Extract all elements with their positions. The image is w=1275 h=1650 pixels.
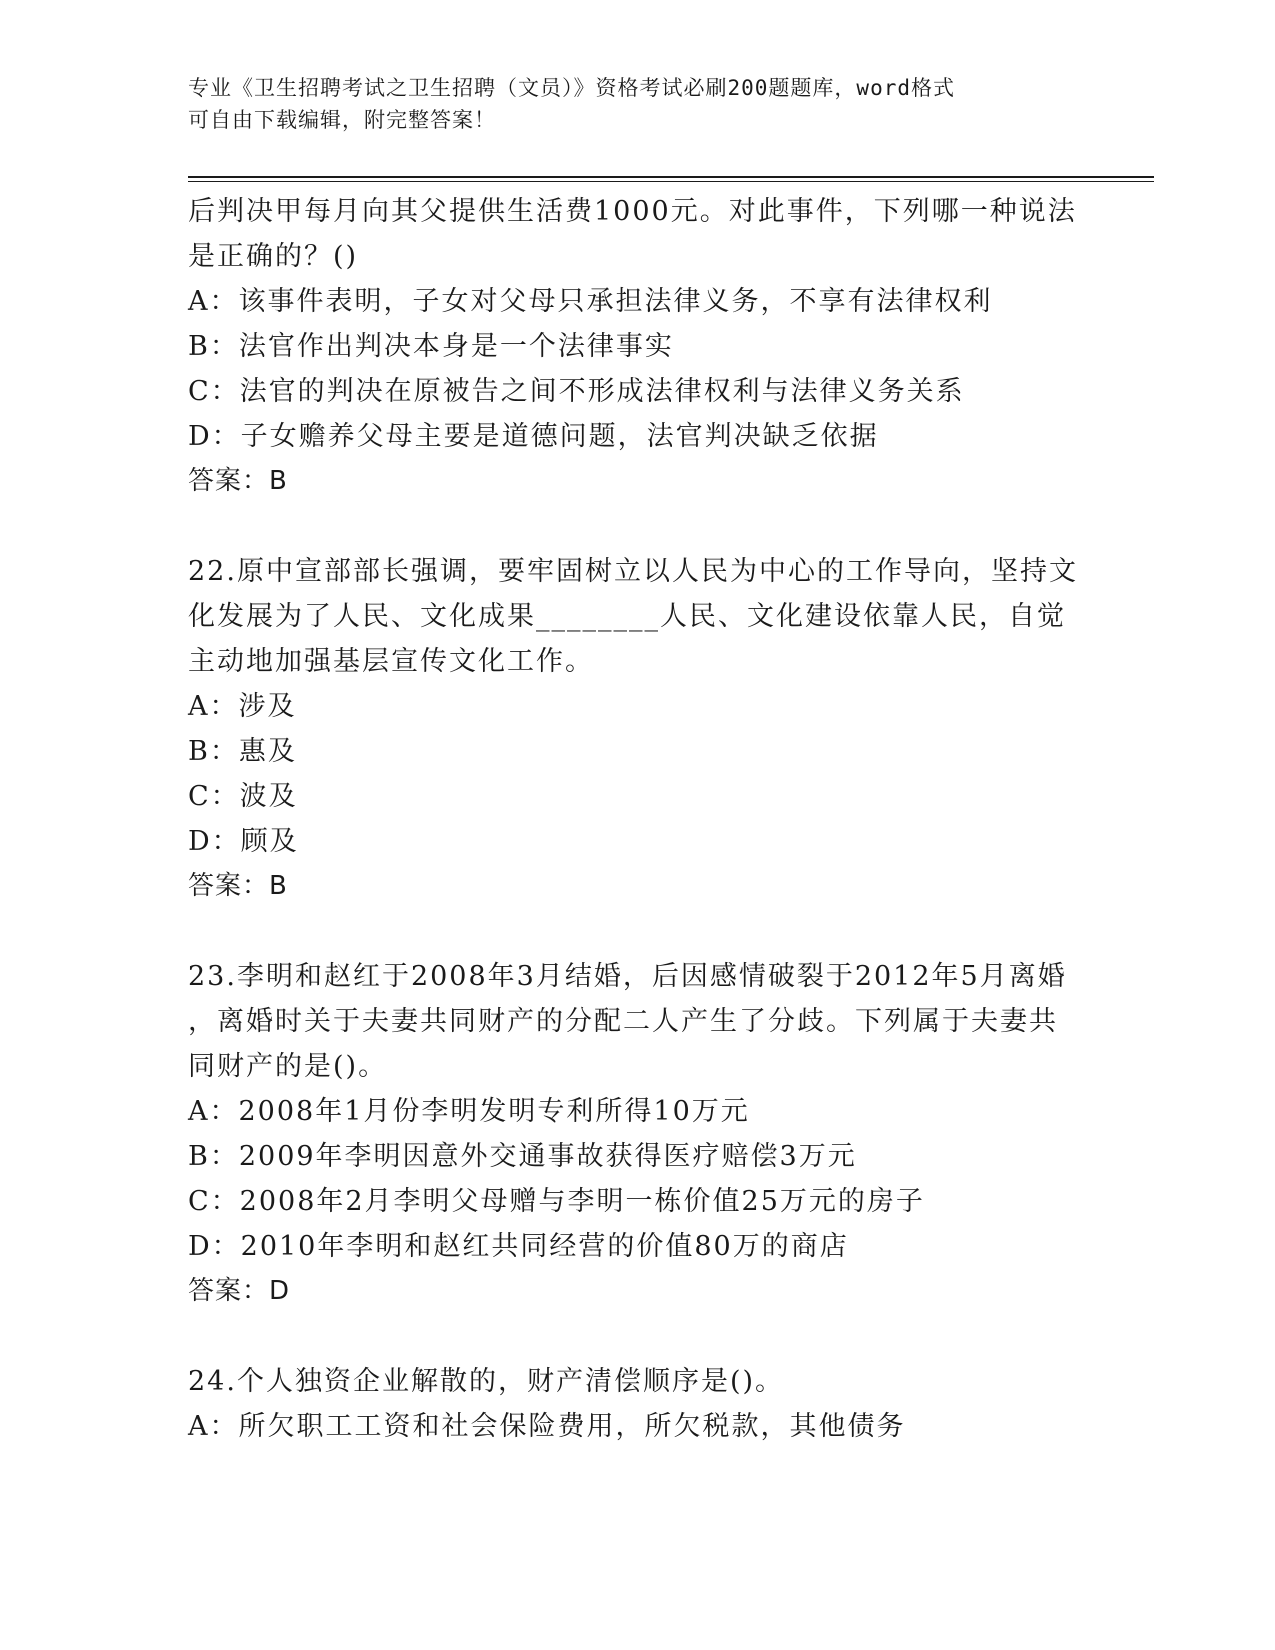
question-21 <box>188 189 1088 504</box>
option-a: A：涉及 <box>188 691 297 722</box>
option-d: D：子女赡养父母主要是道德问题，法官判决缺乏依据 <box>188 421 879 452</box>
document-header <box>188 72 1088 136</box>
question-22 <box>188 549 1088 909</box>
option-b: B：法官作出判决本身是一个法律事实 <box>188 331 674 362</box>
spacer <box>188 1314 1088 1359</box>
question-stem-line: 是正确的？() <box>188 241 359 272</box>
option-d: D：2010年李明和赵红共同经营的价值80万的商店 <box>188 1231 849 1262</box>
answer: 答案：B <box>188 871 288 901</box>
question-stem-line: 同财产的是()。 <box>188 1051 388 1082</box>
question-stem-line: ，离婚时关于夫妻共同财产的分配二人产生了分歧。下列属于夫妻共 <box>188 1006 1058 1037</box>
answer: 答案：B <box>188 466 288 496</box>
question-24 <box>188 1359 1088 1449</box>
option-c: C：2008年2月李明父母赠与李明一栋价值25万元的房子 <box>188 1186 925 1217</box>
header-divider-thick <box>188 176 1154 178</box>
option-b: B：2009年李明因意外交通事故获得医疗赔偿3万元 <box>188 1141 857 1172</box>
question-stem-line: 主动地加强基层宣传文化工作。 <box>188 646 594 677</box>
question-list <box>188 189 1088 1449</box>
question-23 <box>188 954 1088 1314</box>
spacer <box>188 909 1088 954</box>
option-d: D：顾及 <box>188 826 299 857</box>
option-b: B：惠及 <box>188 736 297 767</box>
option-c: C：法官的判决在原被告之间不形成法律权利与法律义务关系 <box>188 376 965 407</box>
spacer <box>188 504 1088 549</box>
option-a: A：所欠职工工资和社会保险费用，所欠税款，其他债务 <box>188 1411 906 1442</box>
header-line-1: 专业《卫生招聘考试之卫生招聘（文员）》资格考试必刷200题题库，word格式 <box>188 76 955 100</box>
question-stem-line: 后判决甲每月向其父提供生活费1000元。对此事件，下列哪一种说法 <box>188 196 1077 227</box>
option-a: A：2008年1月份李明发明专利所得10万元 <box>188 1096 750 1127</box>
header-divider-thin <box>188 181 1154 182</box>
question-stem-line: 化发展为了人民、文化成果________人民、文化建设依靠人民，自觉 <box>188 601 1066 632</box>
answer: 答案：D <box>188 1276 291 1306</box>
question-stem-line: 24.个人独资企业解散的，财产清偿顺序是()。 <box>188 1366 785 1397</box>
option-a: A：该事件表明，子女对父母只承担法律义务，不享有法律权利 <box>188 286 993 317</box>
option-c: C：波及 <box>188 781 298 812</box>
header-line-2: 可自由下载编辑，附完整答案！ <box>188 108 496 132</box>
question-stem-line: 23.李明和赵红于2008年3月结婚，后因感情破裂于2012年5月离婚 <box>188 961 1067 992</box>
question-stem-line: 22.原中宣部部长强调，要牢固树立以人民为中心的工作导向，坚持文 <box>188 556 1078 587</box>
